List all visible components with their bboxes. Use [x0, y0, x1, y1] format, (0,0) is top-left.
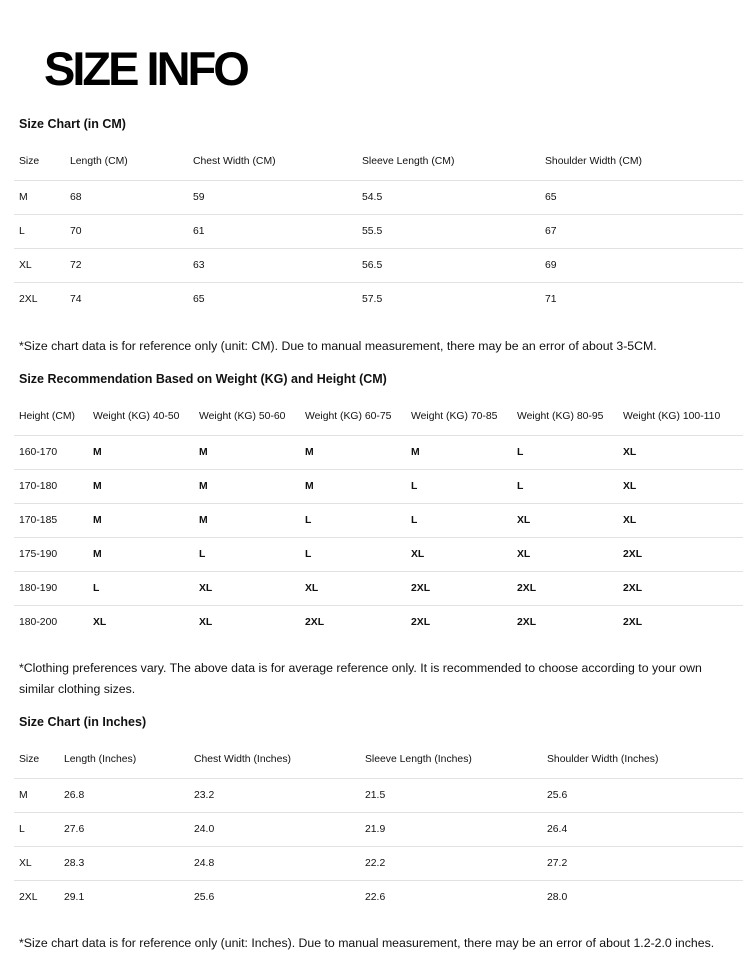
table-cell: 2XL	[623, 616, 643, 628]
table-cell: 2XL	[623, 548, 643, 560]
table-cell: 2XL	[411, 616, 431, 628]
table-cell: L	[517, 446, 524, 458]
column-header: Chest Width (Inches)	[194, 754, 292, 766]
table-cell: 24.8	[194, 857, 215, 869]
table-cell: 69	[545, 259, 557, 271]
table-header-row	[14, 144, 743, 180]
table-cell: 2XL	[411, 582, 431, 594]
table-cell: 2XL	[19, 293, 38, 305]
table-cell: 54.5	[362, 191, 383, 203]
table-cell: L	[517, 480, 524, 492]
table-cell: 170-185	[19, 514, 58, 526]
table-cell: 27.6	[64, 823, 85, 835]
column-header: Size	[19, 156, 40, 168]
column-header: Weight (KG) 40-50	[93, 411, 180, 423]
table-cell: 55.5	[362, 225, 383, 237]
table-row	[14, 282, 743, 316]
table-cell: XL	[411, 548, 425, 560]
table-cell: L	[305, 548, 312, 560]
page-title: SIZE INFO	[44, 42, 247, 95]
table-cell: 180-200	[19, 616, 58, 628]
table-cell: M	[411, 446, 420, 458]
table-cell: 65	[193, 293, 205, 305]
table-cell: 24.0	[194, 823, 215, 835]
table-cell: XL	[199, 616, 213, 628]
table-cell: 2XL	[517, 582, 537, 594]
inch-size-table	[14, 742, 743, 914]
column-header: Weight (KG) 80-95	[517, 411, 604, 423]
table-cell: L	[19, 823, 25, 835]
table-cell: 180-190	[19, 582, 58, 594]
table-cell: M	[93, 514, 102, 526]
column-header: Shoulder Width (Inches)	[547, 754, 659, 766]
table-cell: XL	[517, 548, 531, 560]
table-row	[14, 880, 743, 914]
table-cell: 70	[70, 225, 82, 237]
table-row	[14, 214, 743, 248]
inch-chart-title: Size Chart (in Inches)	[19, 715, 147, 729]
table-cell: XL	[517, 514, 531, 526]
table-cell: L	[19, 225, 25, 237]
table-cell: 160-170	[19, 446, 58, 458]
table-cell: 63	[193, 259, 205, 271]
table-cell: 22.2	[365, 857, 386, 869]
table-cell: 28.0	[547, 891, 568, 903]
column-header: Size	[19, 754, 40, 766]
table-cell: 2XL	[517, 616, 537, 628]
column-header: Weight (KG) 100-110	[623, 411, 721, 423]
table-cell: 23.2	[194, 789, 215, 801]
table-cell: XL	[199, 582, 213, 594]
table-cell: 2XL	[623, 582, 643, 594]
table-cell: 21.9	[365, 823, 386, 835]
column-header: Shoulder Width (CM)	[545, 156, 643, 168]
column-header: Sleeve Length (CM)	[362, 156, 455, 168]
table-cell: 29.1	[64, 891, 85, 903]
table-cell: 72	[70, 259, 82, 271]
table-row	[14, 180, 743, 214]
table-cell: XL	[93, 616, 107, 628]
column-header: Weight (KG) 50-60	[199, 411, 286, 423]
table-cell: L	[411, 514, 418, 526]
cm-chart-note: *Size chart data is for reference only (unit: CM). Due to manual measurement, there may be an error of about 3-5CM.	[19, 339, 657, 353]
table-cell: XL	[19, 259, 32, 271]
table-row	[14, 605, 743, 639]
column-header: Weight (KG) 70-85	[411, 411, 498, 423]
table-cell: 26.4	[547, 823, 568, 835]
table-cell: XL	[623, 446, 637, 458]
column-header: Chest Width (CM)	[193, 156, 276, 168]
table-cell: 68	[70, 191, 82, 203]
table-cell: 2XL	[305, 616, 325, 628]
table-cell: M	[19, 191, 28, 203]
table-row	[14, 571, 743, 605]
table-cell: L	[93, 582, 100, 594]
table-cell: M	[93, 446, 102, 458]
table-row	[14, 846, 743, 880]
table-cell: 56.5	[362, 259, 383, 271]
table-cell: XL	[623, 514, 637, 526]
table-cell: 25.6	[194, 891, 215, 903]
recommendation-title: Size Recommendation Based on Weight (KG) and Height (CM)	[19, 372, 387, 386]
cm-chart-title: Size Chart (in CM)	[19, 117, 126, 131]
table-cell: 175-190	[19, 548, 58, 560]
table-row	[14, 537, 743, 571]
column-header: Length (Inches)	[64, 754, 137, 766]
table-cell: 27.2	[547, 857, 568, 869]
table-cell: 22.6	[365, 891, 386, 903]
table-cell: XL	[623, 480, 637, 492]
column-header: Height (CM)	[19, 411, 76, 423]
table-header-row	[14, 742, 743, 778]
table-cell: M	[199, 446, 208, 458]
table-cell: L	[199, 548, 206, 560]
table-cell: 65	[545, 191, 557, 203]
table-cell: L	[411, 480, 418, 492]
table-cell: 26.8	[64, 789, 85, 801]
table-cell: L	[305, 514, 312, 526]
table-row	[14, 812, 743, 846]
table-row	[14, 778, 743, 812]
table-cell: 2XL	[19, 891, 38, 903]
table-cell: 170-180	[19, 480, 58, 492]
table-cell: M	[93, 480, 102, 492]
table-header-row	[14, 399, 743, 435]
table-cell: XL	[305, 582, 319, 594]
table-cell: M	[93, 548, 102, 560]
column-header: Length (CM)	[70, 156, 128, 168]
table-cell: 59	[193, 191, 205, 203]
table-cell: M	[19, 789, 28, 801]
table-cell: 71	[545, 293, 557, 305]
table-row	[14, 469, 743, 503]
table-cell: 74	[70, 293, 82, 305]
table-cell: 61	[193, 225, 205, 237]
table-cell: M	[199, 514, 208, 526]
column-header: Sleeve Length (Inches)	[365, 754, 472, 766]
table-row	[14, 248, 743, 282]
table-cell: 25.6	[547, 789, 568, 801]
recommendation-table	[14, 399, 743, 639]
cm-size-table	[14, 144, 743, 316]
table-cell: XL	[19, 857, 32, 869]
table-cell: M	[305, 446, 314, 458]
table-cell: 21.5	[365, 789, 386, 801]
column-header: Weight (KG) 60-75	[305, 411, 392, 423]
table-cell: M	[305, 480, 314, 492]
table-cell: 28.3	[64, 857, 85, 869]
inch-chart-note: *Size chart data is for reference only (unit: Inches). Due to manual measurement, there may be an error of about 1.2-2.0 inches.	[19, 936, 715, 950]
table-cell: 57.5	[362, 293, 383, 305]
table-cell: M	[199, 480, 208, 492]
table-row	[14, 435, 743, 469]
table-row	[14, 503, 743, 537]
recommendation-note: *Clothing preferences vary. The above data is for average reference only. It is recommended to choose according to your own similar clothing sizes.	[19, 661, 702, 696]
table-cell: 67	[545, 225, 557, 237]
